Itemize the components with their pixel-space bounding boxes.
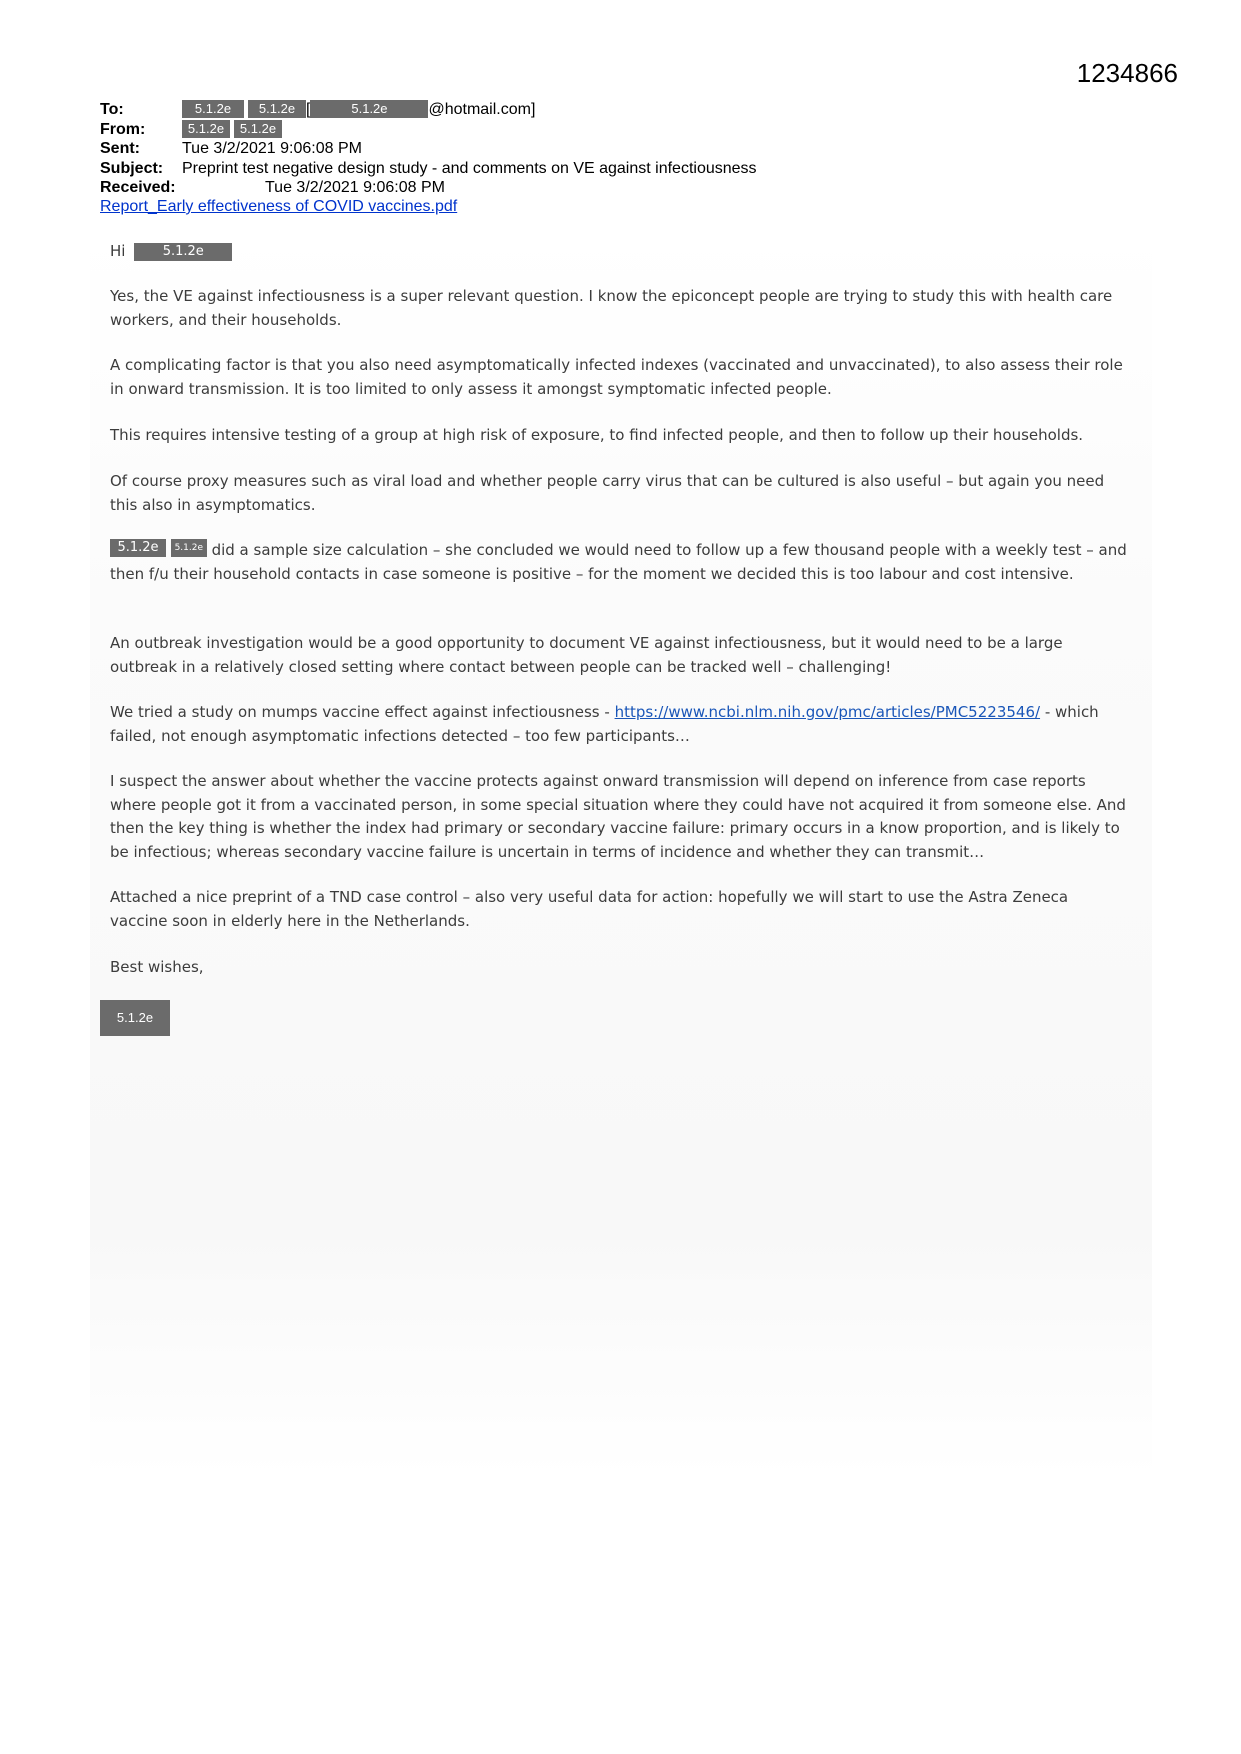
redaction: 5.1.2e bbox=[171, 539, 207, 557]
paragraph-9: Attached a nice preprint of a TND case control – also very useful data for action: hopefully we will start to use the Astra Zeneca vaccine soon in elderly here in the Netherlands. bbox=[110, 888, 1069, 930]
to-address-suffix: @hotmail.com] bbox=[428, 101, 536, 118]
paragraph-7 bbox=[110, 701, 1130, 748]
sent-row bbox=[100, 139, 362, 159]
subject-value: Preprint test negative design study - and comments on VE against infectiousness bbox=[182, 160, 757, 177]
paragraph-6: An outbreak investigation would be a good opportunity to document VE against infectiousness, but it would need to be a large outbreak in a relatively closed setting where contact between people can be tracked well – challenging! bbox=[110, 634, 1063, 676]
paragraph-8: I suspect the answer about whether the vaccine protects against onward transmission will depend on inference from case reports where people got it from a vaccinated person, in some special situation where they could have not acquired it from someone else. And then the key thing is whether the index had primary or secondary vaccine failure: primary occurs in a know proportion, and is likely to be infectious; whereas secondary vaccine failure is uncertain in terms of incidence and whether they can transmit… bbox=[110, 772, 1126, 861]
subject-label: Subject: bbox=[100, 160, 164, 177]
to-row bbox=[100, 100, 535, 120]
received-row bbox=[100, 178, 445, 198]
from-label: From: bbox=[100, 121, 146, 138]
greeting-text: Hi bbox=[110, 242, 126, 260]
paragraph-2: A complicating factor is that you also need asymptomatically infected indexes (vaccinated and unvaccinated), to also assess their role in onward transmission. It is too limited to only assess it amongst symptomatic infected people. bbox=[110, 356, 1123, 398]
received-label: Received: bbox=[100, 179, 176, 196]
paragraph-7-tail: - which failed, not enough asymptomatic infections detected – too few participants… bbox=[110, 703, 1099, 745]
sent-label: Sent: bbox=[100, 140, 140, 157]
redaction: 5.1.2e bbox=[248, 100, 306, 118]
to-bracket: [ bbox=[306, 101, 311, 118]
to-label: To: bbox=[100, 101, 124, 118]
redaction: 5.1.2e bbox=[234, 120, 282, 138]
redaction: 5.1.2e bbox=[310, 100, 428, 118]
closing: Best wishes, bbox=[110, 958, 204, 976]
subject-row bbox=[100, 159, 757, 179]
paragraph-3: This requires intensive testing of a group at high risk of exposure, to find infected people, and then to follow up their households. bbox=[110, 426, 1084, 444]
greeting bbox=[110, 240, 1130, 264]
redaction: 5.1.2e bbox=[182, 120, 230, 138]
signature-redaction: 5.1.2e bbox=[100, 1000, 170, 1036]
sent-value: Tue 3/2/2021 9:06:08 PM bbox=[182, 140, 362, 157]
paragraph-5 bbox=[110, 539, 1130, 586]
paragraph-4: Of course proxy measures such as viral load and whether people carry virus that can be cultured is also useful – but again you need this also in asymptomatics. bbox=[110, 472, 1105, 514]
received-value: Tue 3/2/2021 9:06:08 PM bbox=[265, 179, 445, 196]
paragraph-1: Yes, the VE against infectiousness is a super relevant question. I know the epiconcept people are trying to study this with health care workers, and their households. bbox=[110, 287, 1113, 329]
ncbi-link[interactable]: https://www.ncbi.nlm.nih.gov/pmc/articles/PMC5223546/ bbox=[614, 703, 1041, 721]
redaction: 5.1.2e bbox=[182, 100, 244, 118]
document-id: 1234866 bbox=[1076, 58, 1178, 88]
redaction: 5.1.2e bbox=[134, 243, 232, 261]
attachment-link[interactable]: Report_Early effectiveness of COVID vaccines.pdf bbox=[100, 198, 458, 215]
paragraph-7-text: We tried a study on mumps vaccine effect against infectiousness - bbox=[110, 703, 615, 721]
redaction: 5.1.2e bbox=[110, 539, 166, 557]
paragraph-5-text: did a sample size calculation – she concluded we would need to follow up a few thousand people with a weekly test – and then f/u their household contacts in case someone is positive – for the moment we decided this is too labour and cost intensive. bbox=[110, 541, 1127, 583]
from-row bbox=[100, 120, 282, 140]
